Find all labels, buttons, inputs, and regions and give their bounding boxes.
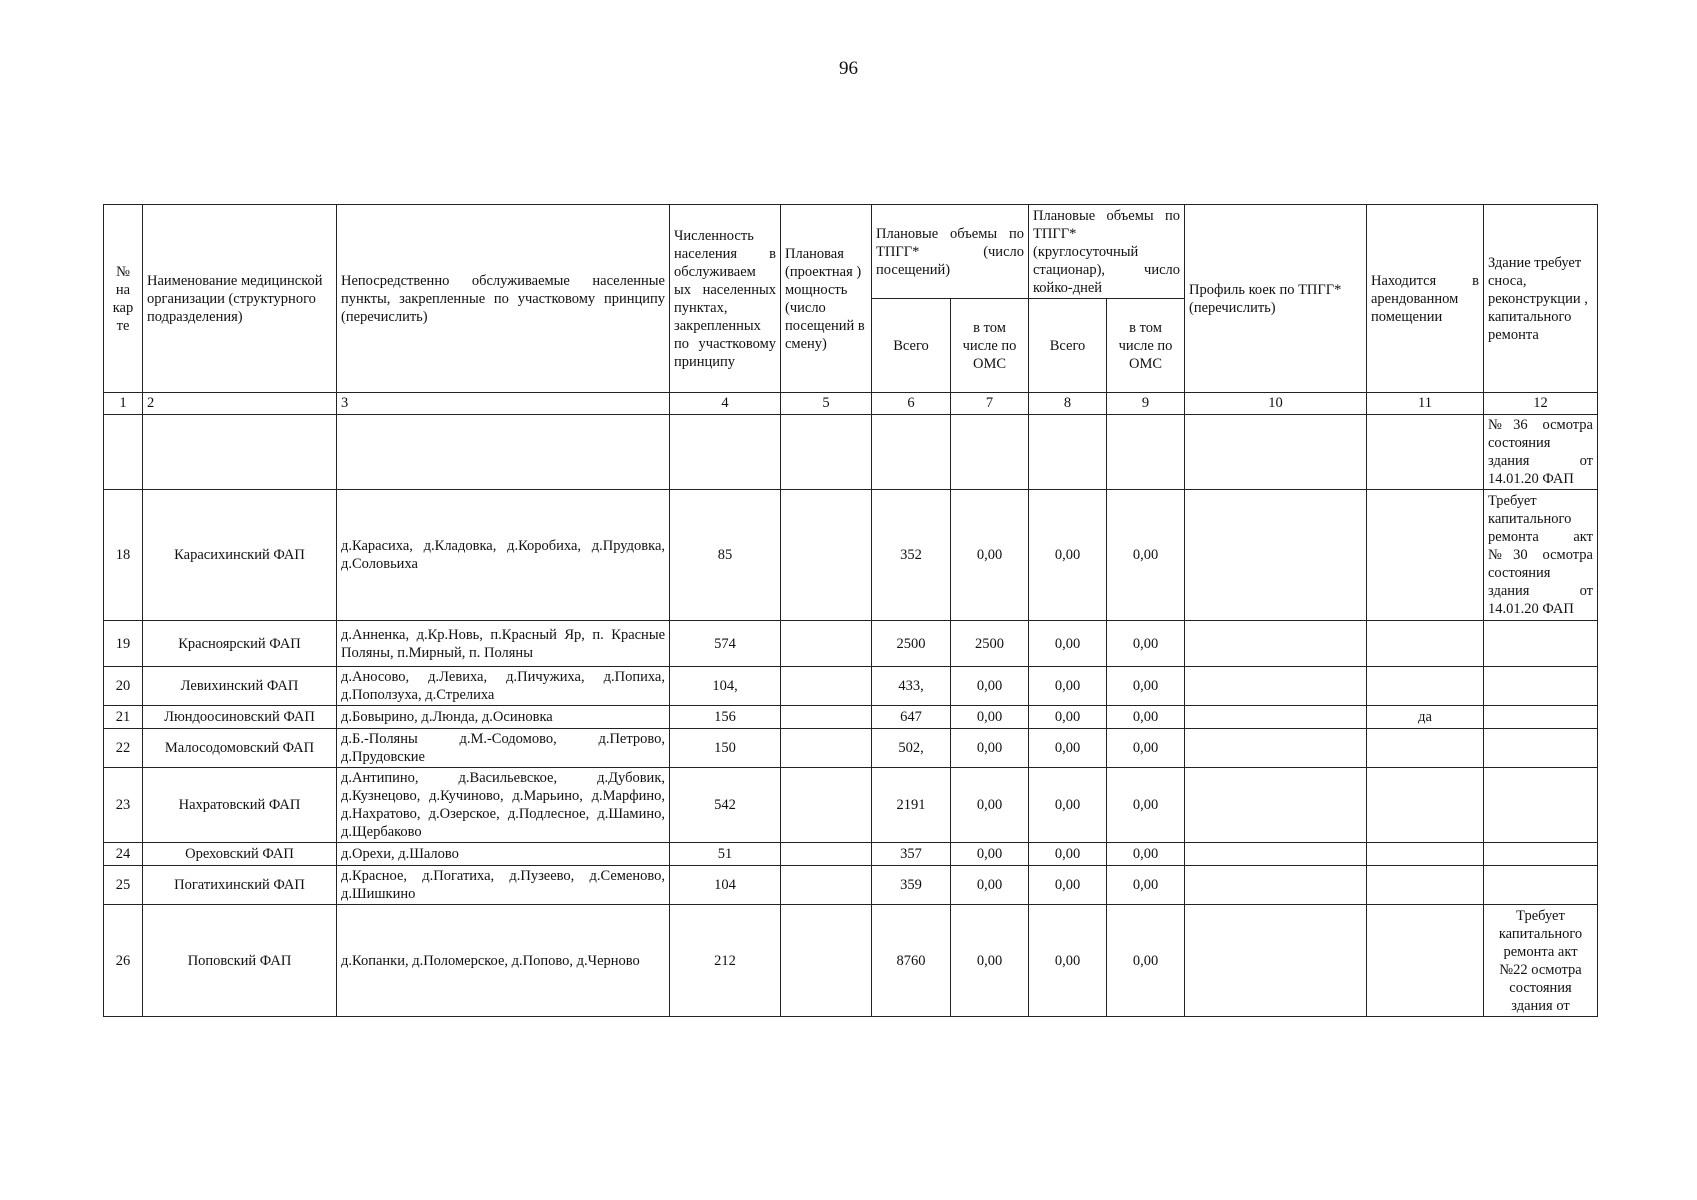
row-population: 104 [670,866,781,905]
row-bed-profile [1185,706,1367,729]
table-row [104,768,1598,843]
table-row [104,415,1598,490]
row-rented: да [1367,706,1484,729]
row-population: 104, [670,667,781,706]
row-num: 23 [104,768,143,843]
row-beds-total: 0,00 [1029,905,1107,1017]
row-population: 212 [670,905,781,1017]
row-rented [1367,415,1484,490]
row-building-state [1484,866,1598,905]
row-settlements: д.Антипино, д.Васильевское, д.Дубовик, д.Кузнецово, д.Кучиново, д.Марьино, д.Марфино, д.Нахратово, д.Озерское, д.Подлесное, д.Шамино, д.Щербаково [337,768,670,843]
header-population: Численность населения в обслуживаем ых населенных пунктах, закрепленных по участковому принципу [670,205,781,393]
row-visits-total: 357 [872,843,951,866]
row-building-state [1484,843,1598,866]
row-capacity [781,866,872,905]
row-visits-oms: 0,00 [951,768,1029,843]
row-settlements: д.Бовырино, д.Люнда, д.Осиновка [337,706,670,729]
row-beds-total: 0,00 [1029,729,1107,768]
header-visits-total: Всего [872,299,951,393]
row-visits-total: 433, [872,667,951,706]
row-name: Люндоосиновский ФАП [143,706,337,729]
row-population: 51 [670,843,781,866]
row-num: 24 [104,843,143,866]
column-number: 7 [951,393,1029,415]
row-bed-profile [1185,621,1367,667]
row-building-state [1484,667,1598,706]
row-beds-total: 0,00 [1029,706,1107,729]
table-row [104,729,1598,768]
row-name: Погатихинский ФАП [143,866,337,905]
column-number: 9 [1107,393,1185,415]
table-row [104,490,1598,621]
row-beds-oms: 0,00 [1107,843,1185,866]
row-settlements: д.Орехи, д.Шалово [337,843,670,866]
row-building-state [1484,706,1598,729]
row-population: 542 [670,768,781,843]
row-visits-total: 502, [872,729,951,768]
row-beds-total: 0,00 [1029,667,1107,706]
column-number: 2 [143,393,337,415]
row-beds-oms: 0,00 [1107,706,1185,729]
row-rented [1367,905,1484,1017]
table-row [104,621,1598,667]
row-visits-oms: 0,00 [951,866,1029,905]
row-name: Карасихинский ФАП [143,490,337,621]
row-capacity [781,768,872,843]
header-beds-group: Плановые объемы по ТПГГ* (круглосуточный стационар), число койко-дней [1029,205,1185,299]
row-bed-profile [1185,843,1367,866]
row-beds-total: 0,00 [1029,866,1107,905]
row-visits-oms: 2500 [951,621,1029,667]
table-row [104,905,1598,1017]
facilities-table [103,204,1598,1017]
row-beds-total: 0,00 [1029,768,1107,843]
column-number: 11 [1367,393,1484,415]
row-visits-oms: 0,00 [951,667,1029,706]
row-visits-oms: 0,00 [951,905,1029,1017]
row-visits-total: 359 [872,866,951,905]
page-number: 96 [839,58,858,79]
row-settlements [337,415,670,490]
row-bed-profile [1185,866,1367,905]
row-visits-total: 352 [872,490,951,621]
header-bed-profile: Профиль коек по ТПГГ* (перечислить) [1185,205,1367,393]
row-beds-oms: 0,00 [1107,866,1185,905]
row-capacity [781,415,872,490]
row-rented [1367,843,1484,866]
row-population: 85 [670,490,781,621]
row-bed-profile [1185,667,1367,706]
column-number: 8 [1029,393,1107,415]
row-visits-total [872,415,951,490]
header-beds-oms: в том числе по ОМС [1107,299,1185,393]
table-row [104,866,1598,905]
column-number: 3 [337,393,670,415]
row-capacity [781,843,872,866]
row-rented [1367,490,1484,621]
row-bed-profile [1185,490,1367,621]
row-building-state [1484,768,1598,843]
row-visits-oms: 0,00 [951,706,1029,729]
row-population: 156 [670,706,781,729]
column-number: 5 [781,393,872,415]
header-visits-group: Плановые объемы по ТПГГ* (число посещений) [872,205,1029,299]
row-settlements: д.Б.-Поляны д.М.-Содомово, д.Петрово, д.Прудовские [337,729,670,768]
column-number: 12 [1484,393,1598,415]
row-beds-total: 0,00 [1029,621,1107,667]
table-row [104,706,1598,729]
row-beds-oms: 0,00 [1107,667,1185,706]
table-row [104,667,1598,706]
row-beds-oms: 0,00 [1107,621,1185,667]
header-capacity: Плановая (проектная ) мощность (число посещений в смену) [781,205,872,393]
row-beds-oms: 0,00 [1107,768,1185,843]
row-building-state: Требует капитального ремонта акт №22 осмотра состояния здания от [1484,905,1598,1017]
row-settlements: д.Анненка, д.Кр.Новь, п.Красный Яр, п. Красные Поляны, п.Мирный, п. Поляны [337,621,670,667]
row-num: 18 [104,490,143,621]
row-rented [1367,729,1484,768]
row-building-state: Требует капитального ремонта акт №30 осмотра состояния здания от 14.01.20 ФАП [1484,490,1598,621]
row-rented [1367,621,1484,667]
row-capacity [781,905,872,1017]
header-settlements: Непосредственно обслуживаемые населенные пункты, закрепленные по участковому принципу (перечислить) [337,205,670,393]
table-row [104,843,1598,866]
row-beds-oms [1107,415,1185,490]
row-name: Красноярский ФАП [143,621,337,667]
row-num: 20 [104,667,143,706]
row-num: 25 [104,866,143,905]
row-building-state: №36 осмотра состояния здания от 14.01.20 ФАП [1484,415,1598,490]
header-visits-oms: в том числе по ОМС [951,299,1029,393]
row-visits-oms [951,415,1029,490]
row-name [143,415,337,490]
row-beds-total [1029,415,1107,490]
row-rented [1367,768,1484,843]
row-bed-profile [1185,905,1367,1017]
row-visits-oms: 0,00 [951,490,1029,621]
row-settlements: д.Красное, д.Погатиха, д.Пузеево, д.Семеново, д.Шишкино [337,866,670,905]
row-capacity [781,729,872,768]
row-capacity [781,490,872,621]
column-number: 6 [872,393,951,415]
row-building-state [1484,621,1598,667]
row-bed-profile [1185,415,1367,490]
row-num [104,415,143,490]
row-settlements: д.Карасиха, д.Кладовка, д.Коробиха, д.Прудовка, д.Соловьиха [337,490,670,621]
row-population: 150 [670,729,781,768]
row-bed-profile [1185,768,1367,843]
row-bed-profile [1185,729,1367,768]
row-num: 26 [104,905,143,1017]
row-population: 574 [670,621,781,667]
row-beds-total: 0,00 [1029,490,1107,621]
row-population [670,415,781,490]
row-name: Левихинский ФАП [143,667,337,706]
row-num: 19 [104,621,143,667]
header-num: № на кар те [104,205,143,393]
row-beds-oms: 0,00 [1107,490,1185,621]
row-rented [1367,667,1484,706]
header-rented: Находится в арендованном помещении [1367,205,1484,393]
row-building-state [1484,729,1598,768]
row-visits-oms: 0,00 [951,843,1029,866]
row-visits-total: 8760 [872,905,951,1017]
row-beds-oms: 0,00 [1107,729,1185,768]
row-num: 21 [104,706,143,729]
row-capacity [781,667,872,706]
row-visits-total: 647 [872,706,951,729]
header-organization: Наименование медицинской организации (структурного подразделения) [143,205,337,393]
row-visits-total: 2500 [872,621,951,667]
row-visits-total: 2191 [872,768,951,843]
header-building-state: Здание требует сноса, реконструкции , капитального ремонта [1484,205,1598,393]
column-number: 1 [104,393,143,415]
row-beds-total: 0,00 [1029,843,1107,866]
column-number: 10 [1185,393,1367,415]
row-rented [1367,866,1484,905]
column-number: 4 [670,393,781,415]
row-name: Нахратовский ФАП [143,768,337,843]
row-visits-oms: 0,00 [951,729,1029,768]
row-num: 22 [104,729,143,768]
row-settlements: д.Аносово, д.Левиха, д.Пичужиха, д.Попиха, д.Поползуха, д.Стрелиха [337,667,670,706]
row-name: Ореховский ФАП [143,843,337,866]
row-settlements: д.Копанки, д.Поломерское, д.Попово, д.Черново [337,905,670,1017]
row-capacity [781,706,872,729]
row-capacity [781,621,872,667]
header-beds-total: Всего [1029,299,1107,393]
row-name: Малосодомовский ФАП [143,729,337,768]
column-numbers-row [104,393,1598,415]
row-beds-oms: 0,00 [1107,905,1185,1017]
row-name: Поповский ФАП [143,905,337,1017]
